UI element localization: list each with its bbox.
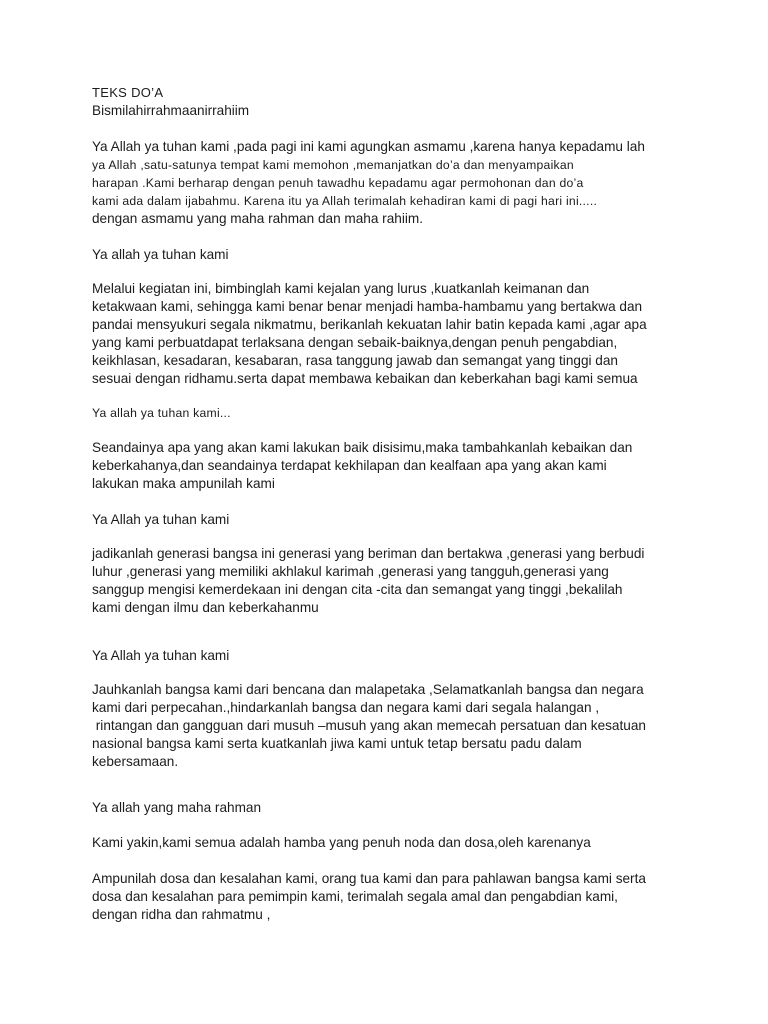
paragraph-line: Melalui kegiatan ini, bimbinglah kami kejalan yang lurus ,kuatkanlah keimanan dan (92, 281, 590, 296)
paragraph-line: keikhlasan, kesadaran, kesabaran, rasa tanggung jawab dan semangat yang tinggi dan (92, 353, 618, 368)
invocation-heading: Ya allah ya tuhan kami (92, 247, 229, 262)
paragraph-line: harapan .Kami berharap dengan penuh tawadhu kepadamu agar permohonan dan do’a (92, 176, 584, 190)
paragraph-line: kami dengan ilmu dan keberkahanmu (92, 600, 319, 615)
document-title: TEKS DO’A (92, 85, 164, 100)
paragraph-line: nasional bangsa kami serta kuatkanlah jiwa kami untuk tetap bersatu padu dalam (92, 736, 582, 751)
paragraph-line: Seandainya apa yang akan kami lakukan baik disisimu,maka tambahkanlah kebaikan dan (92, 440, 633, 455)
paragraph-line: kebersamaan. (92, 754, 179, 769)
paragraph-opening (92, 138, 645, 228)
paragraph-guidance (92, 280, 647, 388)
paragraph-generation (92, 545, 644, 617)
paragraph-line: pandai mensyukuri segala nikmatmu, berikanlah kekuatan lahir batin kepada kami ,agar apa (92, 317, 647, 332)
paragraph-closing (92, 870, 646, 924)
invocation-heading: Ya Allah ya tuhan kami (92, 512, 230, 527)
paragraph-line: kami ada dalam ijabahmu. Karena itu ya Allah terimalah kehadiran kami di pagi hari ini..... (92, 194, 598, 208)
paragraph-line: luhur ,generasi yang memiliki akhlakul karimah ,generasi yang tangguh,generasi yang (92, 564, 609, 579)
invocation-heading: Ya allah ya tuhan kami... (92, 406, 231, 420)
paragraph-line: yang kami perbuatdapat terlaksana dengan sebaik-baiknya,dengan penuh pengabdian, (92, 335, 618, 350)
paragraph-line: ya Allah ,satu-satunya tempat kami memohon ,memanjatkan do’a dan menyampaikan (92, 158, 574, 172)
paragraph-line: kami dari perpecahan.,hindarkanlah bangsa dan negara kami dari segala halangan , (92, 700, 600, 715)
basmalah-line: Bismilahirrahmaanirrahiim (92, 103, 250, 118)
paragraph-line: dengan ridha dan rahmatmu , (92, 907, 271, 922)
paragraph-line: ketakwaan kami, sehingga kami benar benar menjadi hamba-hambamu yang bertakwa dan (92, 299, 643, 314)
paragraph-line: keberkahanya,dan seandainya terdapat kekhilapan dan kealfaan apa yang akan kami (92, 458, 607, 473)
paragraph-line: dosa dan kesalahan para pemimpin kami, terimalah segala amal dan pengabdian kami, (92, 889, 618, 904)
paragraph-line: sesuai dengan ridhamu.serta dapat membawa kebaikan dan keberkahan bagi kami semua (92, 371, 638, 386)
invocation-heading: Ya Allah ya tuhan kami (92, 648, 230, 663)
paragraph-line: dengan asmamu yang maha rahman dan maha rahiim. (92, 211, 423, 226)
paragraph-line: rintangan dan gangguan dari musuh –musuh yang akan memecah persatuan dan kesatuan (92, 718, 646, 733)
paragraph-line: Jauhkanlah bangsa kami dari bencana dan malapetaka ,Selamatkanlah bangsa dan negara (92, 682, 644, 697)
paragraph-forgiveness (92, 439, 632, 493)
invocation-heading: Ya allah yang maha rahman (92, 800, 262, 815)
paragraph-line: Ampunilah dosa dan kesalahan kami, orang tua kami dan para pahlawan bangsa kami serta (92, 871, 646, 886)
paragraph-confession: Kami yakin,kami semua adalah hamba yang penuh noda dan dosa,oleh karenanya (92, 835, 591, 850)
paragraph-protection (92, 681, 646, 771)
paragraph-line: lakukan maka ampunilah kami (92, 476, 275, 491)
paragraph-line: jadikanlah generasi bangsa ini generasi yang beriman dan bertakwa ,generasi yang berbudi (92, 546, 645, 561)
paragraph-line: sanggup mengisi kemerdekaan ini dengan cita -cita dan semangat yang tinggi ,bekalilah (92, 582, 623, 597)
paragraph-line: Ya Allah ya tuhan kami ,pada pagi ini kami agungkan asmamu ,karena hanya kepadamu lah (92, 139, 645, 154)
